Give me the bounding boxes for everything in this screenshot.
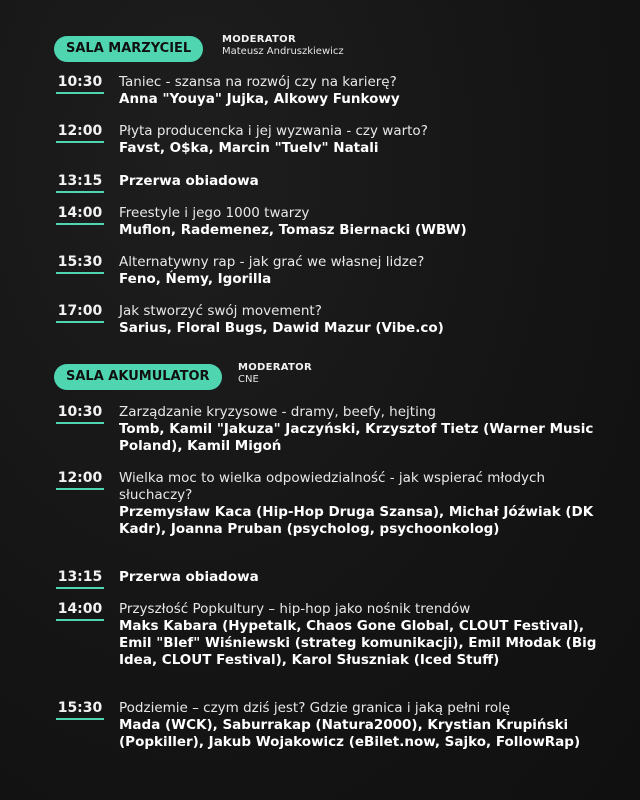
- time-slot: 10:30: [56, 404, 104, 424]
- moderator-name: Mateusz Andruszkiewicz: [222, 46, 344, 57]
- section-header: [0, 364, 640, 398]
- moderator-label: MODERATOR: [238, 362, 312, 373]
- session-speakers: Feno, Ńemy, Igorilla: [119, 271, 272, 287]
- time-slot: 13:15: [56, 173, 104, 193]
- moderator-label: MODERATOR: [222, 34, 296, 45]
- session-speakers: Mada (WCK), Saburrakap (Natura2000), Krystian Krupiński (Popkiller), Jakub Wojakowicz (eBilet.now, Sajko, FollowRap): [119, 717, 581, 750]
- session-title: Wielka moc to wielka odpowiedzialność - jak wspierać młodych słuchaczy?: [119, 470, 546, 503]
- session-speakers: Muflon, Rademenez, Tomasz Biernacki (WBW): [119, 222, 467, 238]
- session-title: Płyta producencka i jej wyzwania - czy warto?: [119, 123, 428, 139]
- room-badge: SALA AKUMULATOR: [54, 364, 222, 390]
- moderator-block: [238, 362, 312, 386]
- session-title: Taniec - szansa na rozwój czy na karierę?: [119, 74, 397, 90]
- moderator-name: CNE: [238, 374, 259, 385]
- session-title: Freestyle i jego 1000 twarzy: [119, 205, 310, 221]
- time-slot: 10:30: [56, 74, 104, 94]
- session-speakers: Tomb, Kamil "Jakuza" Jaczyński, Krzysztof Tietz (Warner Music Poland), Kamil Migoń: [119, 421, 594, 454]
- moderator-block: [222, 34, 344, 58]
- session-title: Zarządzanie kryzysowe - dramy, beefy, hejting: [119, 404, 436, 420]
- section-header: [0, 36, 640, 70]
- time-slot: 12:00: [56, 123, 104, 143]
- session-title: Przerwa obiadowa: [119, 173, 259, 189]
- session-speakers: Favst, O$ka, Marcin "Tuelv" Natali: [119, 140, 379, 156]
- session-title: Alternatywny rap - jak grać we własnej lidze?: [119, 254, 425, 270]
- session-speakers: Maks Kabara (Hypetalk, Chaos Gone Global, CLOUT Festival), Emil "Blef" Wiśniewski (strateg komunikacji), Emil Młodak (Big Idea, CLOUT Festival), Karol Słuszniak (Iced Stuff): [119, 618, 597, 668]
- section-sala-marzyciel: [0, 36, 640, 70]
- session-speakers: Anna "Youya" Jujka, Alkowy Funkowy: [119, 91, 400, 107]
- session-title: Przerwa obiadowa: [119, 569, 259, 585]
- session-title: Przyszłość Popkultury – hip-hop jako nośnik trendów: [119, 601, 471, 617]
- room-badge: SALA MARZYCIEL: [54, 36, 203, 62]
- session-title: Jak stworzyć swój movement?: [119, 303, 322, 319]
- session-speakers: Przemysław Kaca (Hip-Hop Druga Szansa), Michał Jóźwiak (DK Kadr), Joanna Pruban (psycholog, psychoonkolog): [119, 504, 594, 537]
- session-title: Podziemie – czym dziś jest? Gdzie granica i jaką pełni rolę: [119, 700, 511, 716]
- section-sala-akumulator: [0, 364, 640, 398]
- time-slot: 15:30: [56, 254, 104, 274]
- session-speakers: Sarius, Floral Bugs, Dawid Mazur (Vibe.co): [119, 320, 444, 336]
- time-slot: 17:00: [56, 303, 104, 323]
- time-slot: 14:00: [56, 205, 104, 225]
- time-slot: 15:30: [56, 700, 104, 720]
- time-slot: 14:00: [56, 601, 104, 621]
- time-slot: 12:00: [56, 470, 104, 490]
- time-slot: 13:15: [56, 569, 104, 589]
